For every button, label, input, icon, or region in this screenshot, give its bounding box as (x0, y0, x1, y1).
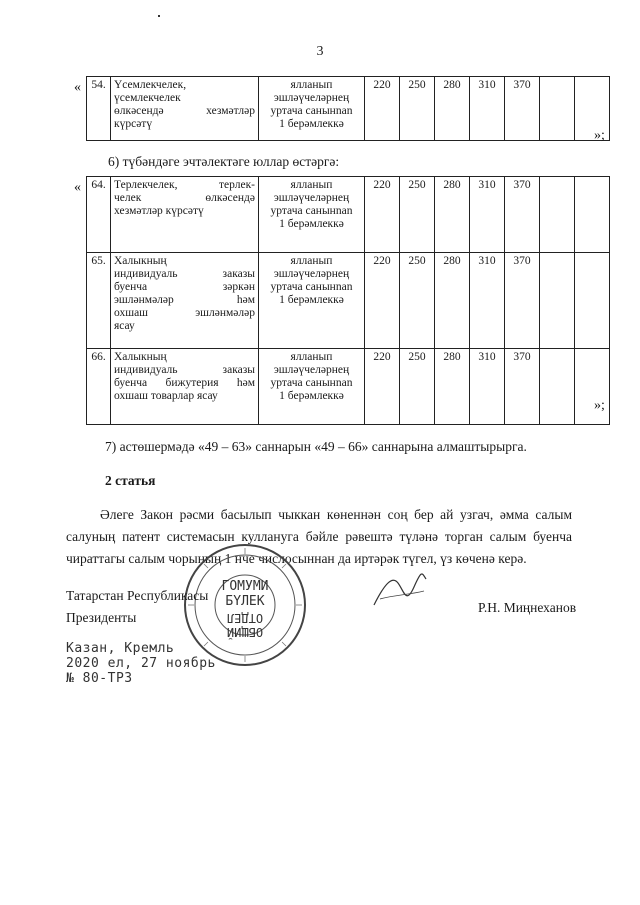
rate-value-cell: 250 (400, 253, 435, 349)
calculation-basis-line: эшләүчеләрнең (273, 364, 350, 376)
empty-cell (575, 253, 610, 349)
stamp-line-2: БҮЛЕК (225, 594, 265, 609)
article-title: 2 статья (105, 473, 156, 488)
activity-name-line: Терлекчелек, терлек- (114, 179, 255, 191)
activity-name-line: өлкәсендә хезмәтләр (114, 105, 255, 117)
stamp-line-4: ОБЩИЙ (226, 625, 264, 639)
activity-name-line: эшләнмәләр һәм (114, 294, 255, 306)
rate-value-cell: 250 (400, 77, 435, 141)
rate-value-cell: 220 (365, 77, 400, 141)
clause-7: 7) астөшермәдә «49 – 63» саннарын «49 – 66» саннарына алмаштырырга. (105, 439, 527, 454)
rate-value-cell: 310 (470, 349, 505, 425)
activity-name-cell (111, 177, 259, 253)
activity-name-cell (111, 349, 259, 425)
table-row (87, 77, 610, 141)
calculation-basis-line: эшләүчеләрнең (273, 192, 350, 204)
activity-name-line: буенча бижутерия һәм (114, 377, 255, 389)
row-number: 66. (87, 349, 111, 425)
rate-value-cell: 220 (365, 177, 400, 253)
calculation-basis-line: ялланып (290, 351, 333, 363)
calculation-basis-cell (259, 77, 365, 141)
activity-name-cell (111, 77, 259, 141)
calculation-basis-line: уртача санынnan (270, 105, 353, 117)
calculation-basis-line: 1 берәмлеккә (279, 390, 344, 402)
rate-value-cell: 280 (435, 253, 470, 349)
empty-cell (540, 253, 575, 349)
activity-name-cell (111, 253, 259, 349)
place-line: Казан, Кремль (66, 641, 175, 656)
table2-close-quote: »; (594, 398, 605, 413)
table2-open-quote: « (74, 180, 81, 195)
rate-value-cell: 280 (435, 349, 470, 425)
rate-value-cell: 220 (365, 349, 400, 425)
rate-value-cell: 280 (435, 177, 470, 253)
activity-name-line: буенча зәркән (114, 281, 255, 293)
rate-value-cell: 310 (470, 177, 505, 253)
calculation-basis-line: 1 берәмлеккә (279, 118, 344, 130)
calculation-basis-cell (259, 177, 365, 253)
activity-name-line: челек өлкәсендә (114, 192, 255, 204)
date-line: 2020 ел, 27 ноябрь (66, 656, 216, 671)
signatory-line-2: Президенты (66, 610, 137, 625)
calculation-basis-line: уртача санынnan (270, 281, 353, 293)
stamp-line-1: ГОМУМИ (221, 579, 269, 594)
calculation-basis-line: эшләүчеләрнең (273, 92, 350, 104)
activity-name-line: хезмәтләр күрсәтү (114, 205, 204, 217)
amendment-table-1 (86, 76, 610, 141)
rate-value-cell: 310 (470, 253, 505, 349)
table-row (87, 349, 610, 425)
signatory-block (66, 585, 208, 629)
rate-value-cell: 280 (435, 77, 470, 141)
article-text-content: Әлеге Закон рәсми басылып чыккан көненнән соң бер ай узгач, әмма салым салуның патент системасын куллануга бәйле рәвештә түләнә торган салым буенча чираттагы салым чорының 1 нче числосыннан да иртәрәк түгел, үз көченә керә. (66, 507, 572, 566)
table-row (87, 177, 610, 253)
calculation-basis-line: 1 берәмлеккә (279, 218, 344, 230)
activity-name-line: Халыкның (114, 255, 167, 267)
calculation-basis-line: ялланып (290, 255, 333, 267)
table1-close-quote: »; (594, 128, 605, 143)
rate-value-cell: 310 (470, 77, 505, 141)
calculation-basis-line: уртача санынnan (270, 377, 353, 389)
empty-cell (540, 349, 575, 425)
calculation-basis-cell (259, 349, 365, 425)
law-number-line: № 80-ТРЗ (66, 671, 133, 686)
scan-speck (158, 15, 160, 17)
calculation-basis-line: ялланып (290, 179, 333, 191)
empty-cell (540, 77, 575, 141)
rate-value-cell: 370 (505, 253, 540, 349)
empty-cell (575, 177, 610, 253)
calculation-basis-line: эшләүчеләрнең (273, 268, 350, 280)
activity-name-line: Халыкның (114, 351, 167, 363)
amendment-table-2 (86, 176, 610, 425)
handwritten-signature (370, 565, 430, 615)
stamp-line-3: ОТДЕЛ (226, 611, 264, 625)
signatory-line-1: Татарстан Республикасы (66, 588, 209, 603)
activity-name-line: Үсемлекчелек, (114, 79, 187, 91)
rate-value-cell: 370 (505, 349, 540, 425)
table-row (87, 253, 610, 349)
calculation-basis-line: уртача санынnan (270, 205, 353, 217)
signatory-name: Р.Н. Миңнеханов (478, 600, 577, 615)
activity-name-line: индивидуаль заказы (114, 364, 255, 376)
empty-cell (540, 177, 575, 253)
row-number: 65. (87, 253, 111, 349)
row-number: 54. (87, 77, 111, 141)
page-number: 3 (316, 44, 324, 59)
rate-value-cell: 370 (505, 177, 540, 253)
place-date-block (66, 641, 216, 686)
table1-open-quote: « (74, 80, 81, 95)
rate-value-cell: 220 (365, 253, 400, 349)
activity-name-line: охшаш эшләнмәләр (114, 307, 255, 319)
activity-name-line: индивидуаль заказы (114, 268, 255, 280)
activity-name-line: охшаш товарлар ясау (114, 390, 218, 402)
rate-value-cell: 370 (505, 77, 540, 141)
activity-name-line: ясау (114, 320, 135, 332)
activity-name-line: үсемлекчелек (114, 92, 181, 104)
calculation-basis-line: 1 берәмлеккә (279, 294, 344, 306)
calculation-basis-cell (259, 253, 365, 349)
rate-value-cell: 250 (400, 177, 435, 253)
calculation-basis-line: ялланып (290, 79, 333, 91)
article-text (66, 504, 572, 570)
activity-name-line: күрсәтү (114, 118, 153, 130)
rate-value-cell: 250 (400, 349, 435, 425)
row-number: 64. (87, 177, 111, 253)
clause-6: 6) түбәндәге эчтәлектәге юллар өстәргә: (108, 154, 340, 169)
